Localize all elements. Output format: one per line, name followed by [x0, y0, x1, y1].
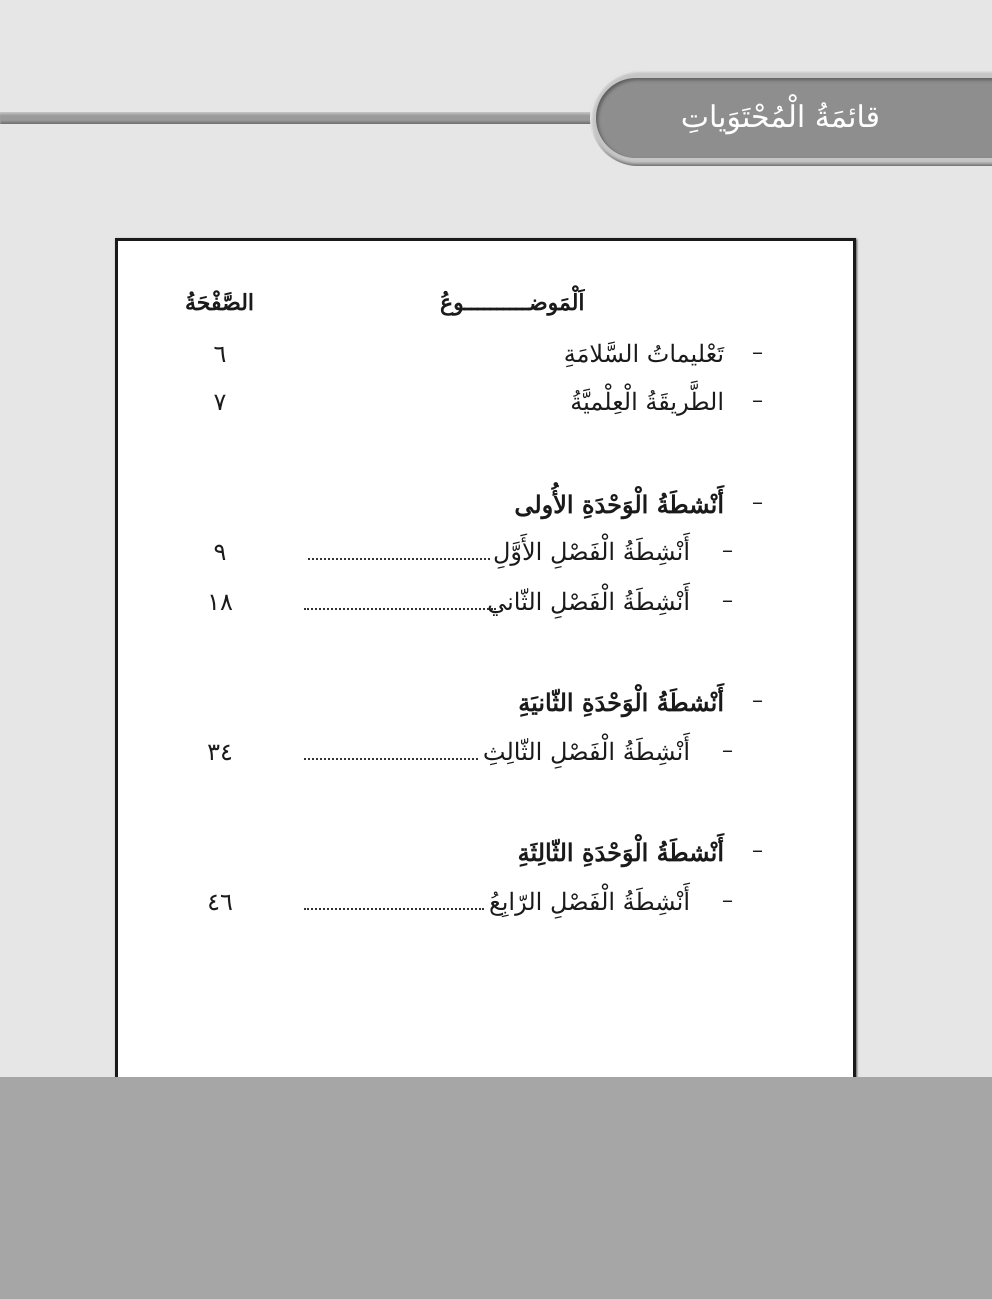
toc-row-chapter-3[interactable] [0, 738, 992, 778]
bullet-dash: – [752, 838, 763, 863]
toc-row-chapter-4[interactable] [0, 888, 992, 928]
toc-page-number: ٦ [213, 340, 227, 368]
toc-page-number: ٤٦ [207, 888, 233, 916]
toc-row-chapter-2[interactable] [0, 588, 992, 628]
toc-unit-heading: أَنْشطَةُ الْوَحْدَةِ الثّانيَةِ [518, 688, 724, 717]
toc-entry-label: أَنْشِطَةُ الْفَصْلِ الأَوَّلِ [492, 538, 690, 566]
toc-entry-label: أَنْشِطَةُ الْفَصْلِ الثّالِثِ [482, 738, 690, 766]
toc-unit-heading: أَنْشطَةُ الْوَحْدَةِ الأُولى [514, 490, 724, 519]
header-rule [0, 112, 640, 124]
toc-row-unit-3[interactable] [0, 838, 992, 878]
toc-row-scientific-method[interactable] [0, 388, 992, 428]
page-title: قائمَةُ الْمُحْتَوَياتِ [680, 100, 880, 135]
toc-row-unit-1[interactable] [0, 490, 992, 530]
toc-row-unit-2[interactable] [0, 688, 992, 728]
toc-page-number: ١٨ [207, 588, 233, 616]
bullet-dash: – [752, 388, 763, 413]
bullet-dash: – [722, 538, 733, 563]
toc-unit-heading: أَنْشطَةُ الْوَحْدَةِ الثّالِثَةِ [517, 838, 724, 867]
toc-row-chapter-1[interactable] [0, 538, 992, 578]
bullet-dash: – [722, 588, 733, 613]
toc-entry-label: تَعْليماتُ السَّلامَةِ [563, 340, 724, 368]
column-header-topic: اَلْمَوضــــــــــوعُ [440, 290, 585, 316]
leader-dots [304, 608, 496, 610]
bullet-dash: – [752, 490, 763, 515]
toc-entry-label: أَنْشِطَةُ الْفَصْلِ الثّاني [487, 588, 690, 616]
bullet-dash: – [752, 688, 763, 713]
toc-entry-label: الطَّريقَةُ الْعِلْميَّةُ [570, 388, 724, 416]
bullet-dash: – [722, 888, 733, 913]
toc-page-number: ٩ [213, 538, 227, 566]
leader-dots [304, 908, 484, 910]
bullet-dash: – [752, 340, 763, 365]
leader-dots [308, 558, 490, 560]
toc-row-safety[interactable] [0, 340, 992, 380]
bullet-dash: – [722, 738, 733, 763]
toc-entry-label: أَنْشِطَةُ الْفَصْلِ الرّابِعُ [488, 888, 690, 916]
bottom-band [0, 1077, 992, 1299]
column-header-page: الصَّفْحَةُ [185, 290, 255, 316]
toc-page-number: ٧ [213, 388, 227, 416]
leader-dots [304, 758, 478, 760]
toc-page-number: ٣٤ [207, 738, 233, 766]
